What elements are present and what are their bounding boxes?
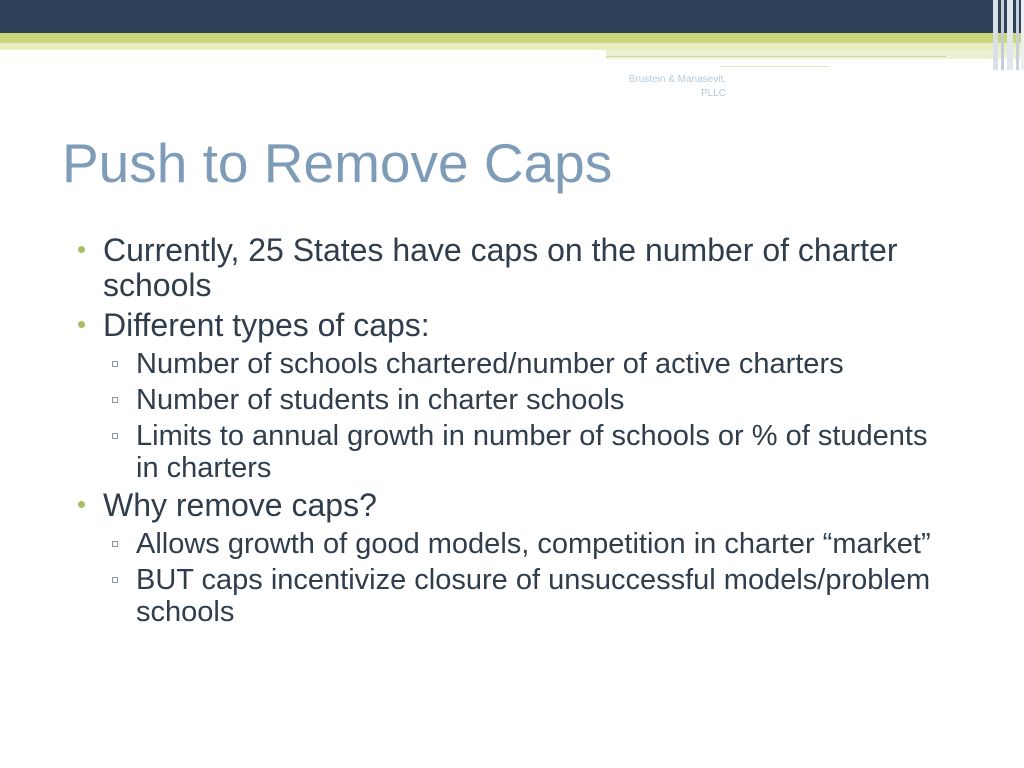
slide-title: Push to Remove Caps [62,132,613,194]
sub-bullet-item [78,564,958,628]
sub-bullet-square-icon [112,433,118,439]
bullet-dot-icon [78,501,85,508]
sub-bullet-text: Allows growth of good models, competition in charter “market” [136,528,931,560]
header-banner [0,0,1024,33]
bullet-item [78,233,958,303]
header-accent-line [720,66,830,67]
sub-bullet-square-icon [112,397,118,403]
bullet-list [78,233,958,632]
bullet-text: Why remove caps? [103,487,377,523]
header-accent-stripe-light [0,43,1024,50]
sub-bullet-item [78,348,958,380]
sub-bullet-item [78,420,958,484]
sub-bullet-text: Number of students in charter schools [136,384,625,416]
header-vertical-stripes [993,0,1024,70]
sub-bullet-text: BUT caps incentivize closure of unsuccessful models/problem schools [136,564,931,628]
company-name-line: PLLC [700,88,726,99]
sub-bullet-text: Limits to annual growth in number of schools or % of students in charters [136,420,928,484]
header-accent-wedge [606,50,1024,59]
company-name-line: Brustein & Manasevit, [628,74,726,85]
company-name [560,73,726,101]
header-accent-line [606,56,946,57]
bullet-item [78,308,958,343]
sub-bullet-square-icon [112,361,118,367]
sub-bullet-square-icon [112,541,118,547]
sub-bullet-text: Number of schools chartered/number of active charters [136,348,844,380]
bullet-item [78,488,958,523]
bullet-dot-icon [78,246,85,253]
bullet-dot-icon [78,321,85,328]
sub-bullet-item [78,528,958,560]
bullet-text: Currently, 25 States have caps on the number of charter schools [103,232,898,303]
sub-bullet-item [78,384,958,416]
sub-bullet-square-icon [112,577,118,583]
bullet-text: Different types of caps: [103,307,430,343]
header-accent-stripe [0,33,1024,43]
